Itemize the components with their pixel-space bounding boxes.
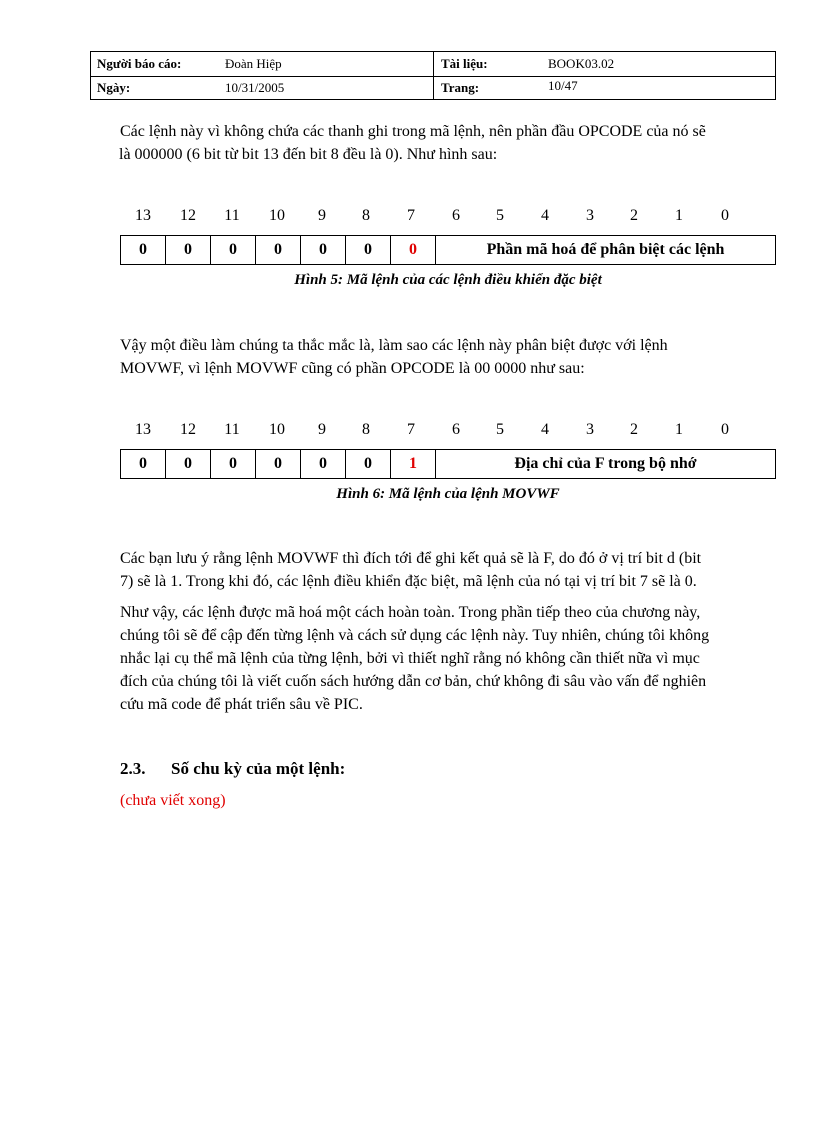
bit-number: 8	[362, 207, 370, 224]
figure-caption: Hình 6: Mã lệnh của lệnh MOVWF	[336, 486, 560, 502]
paragraph-conclusion	[120, 601, 780, 716]
bit-number: 11	[224, 421, 240, 438]
paragraph-question	[120, 334, 780, 380]
document-value: BOOK03.02	[548, 56, 615, 71]
paragraph-line: Vậy một điều làm chúng ta thắc mắc là, làm sao các lệnh này phân biệt được với lệnh	[120, 337, 668, 354]
paragraph-line: Các bạn lưu ý rằng lệnh MOVWF thì đích tới để ghi kết quả sẽ là F, do đó ở vị trí bit d (bit	[120, 550, 702, 567]
bit-number: 12	[180, 207, 196, 224]
paragraph-line: MOVWF, vì lệnh MOVWF cũng có phần OPCODE là 00 0000 như sau:	[120, 360, 585, 377]
bit-cell: 0	[346, 236, 391, 264]
bit-number: 2	[630, 421, 638, 438]
paragraph-line: 7) sẽ là 1. Trong khi đó, các lệnh điều khiển đặc biệt, mã lệnh của nó tại vị trí bit 7 sẽ là 0.	[120, 573, 697, 590]
bit-number: 9	[318, 207, 326, 224]
bit-cell: 0	[346, 450, 391, 478]
bit-cell: 0	[256, 236, 301, 264]
bit-cell-d: 0	[391, 236, 436, 264]
bit-number: 13	[135, 207, 151, 224]
bit-number: 5	[496, 207, 504, 224]
bit-number: 0	[721, 207, 729, 224]
bit-numbers-fig6	[120, 421, 780, 441]
section-number: 2.3.	[120, 759, 146, 778]
bit-numbers-fig5	[120, 207, 780, 227]
bit-number: 4	[541, 207, 549, 224]
bit-cell: 0	[301, 450, 346, 478]
unfinished-note: (chưa viết xong)	[120, 792, 226, 809]
document-header-table	[90, 51, 776, 100]
section-title: Số chu kỳ của một lệnh:	[171, 759, 346, 778]
page-label: Trang:	[441, 80, 480, 95]
opcode-box-fig5	[120, 235, 776, 265]
bit-number: 6	[452, 421, 460, 438]
paragraph-line: chúng tôi sẽ để cập đến từng lệnh và cách sử dụng các lệnh này. Tuy nhiên, chúng tôi không	[120, 627, 710, 644]
paragraph-line: nhắc lại cụ thể mã lệnh của từng lệnh, bởi vì thiết nghĩ rằng nó không cần thiết nữa vì mục	[120, 650, 700, 667]
bit-number: 0	[721, 421, 729, 438]
bit-cell-d: 1	[391, 450, 436, 478]
date-label: Ngày:	[97, 80, 131, 95]
bit-cell: 0	[211, 236, 256, 264]
bit-cell: 0	[256, 450, 301, 478]
bit-cell: 0	[121, 450, 166, 478]
reporter-label: Người báo cáo:	[97, 56, 182, 71]
document-label: Tài liệu:	[441, 56, 488, 71]
paragraph-line: đích của chúng tôi là viết cuốn sách hướng dẫn cơ bản, chứ không đi sâu vào vấn để nghiên	[120, 673, 707, 690]
bit-number: 12	[180, 421, 196, 438]
page-value: 10/47	[548, 78, 578, 93]
bit-number: 11	[224, 207, 240, 224]
bit-number: 10	[269, 421, 285, 438]
address-description: Địa chỉ của F trong bộ nhớ	[514, 455, 697, 472]
paragraph-note-bit-d	[120, 547, 780, 593]
bit-number: 3	[586, 421, 594, 438]
bit-number: 8	[362, 421, 370, 438]
paragraph-line: Các lệnh này vì không chứa các thanh ghi trong mã lệnh, nên phần đầu OPCODE của nó sẽ	[120, 123, 706, 140]
bit-number: 1	[675, 207, 683, 224]
bit-number: 5	[496, 421, 504, 438]
paragraph-line: cứu mã code để phát triển sâu về PIC.	[120, 696, 363, 713]
paragraph-line: là 000000 (6 bit từ bit 13 đến bit 8 đều là 0). Như hình sau:	[119, 146, 498, 163]
bit-number: 3	[586, 207, 594, 224]
bit-number: 9	[318, 421, 326, 438]
bit-number: 1	[675, 421, 683, 438]
bit-cell: 0	[301, 236, 346, 264]
bit-number: 4	[541, 421, 549, 438]
figure-caption: Hình 5: Mã lệnh của các lệnh điều khiển đặc biệt	[294, 272, 602, 288]
bit-cell: 0	[166, 450, 211, 478]
opcode-description: Phần mã hoá để phân biệt các lệnh	[486, 241, 725, 258]
bit-number: 10	[269, 207, 285, 224]
paragraph-intro	[120, 120, 780, 166]
section-heading	[120, 759, 345, 779]
bit-cell: 0	[166, 236, 211, 264]
opcode-box-fig6	[120, 449, 776, 479]
bit-cell: 0	[211, 450, 256, 478]
bit-number: 7	[407, 207, 415, 224]
bit-number: 6	[452, 207, 460, 224]
bit-cell: 0	[121, 236, 166, 264]
paragraph-line: Như vậy, các lệnh được mã hoá một cách hoàn toàn. Trong phần tiếp theo của chương này,	[120, 604, 701, 621]
reporter-value: Đoàn Hiệp	[225, 56, 282, 71]
date-value: 10/31/2005	[225, 80, 285, 95]
bit-number: 2	[630, 207, 638, 224]
bit-number: 7	[407, 421, 415, 438]
header-divider-horizontal	[91, 76, 775, 77]
bit-number: 13	[135, 421, 151, 438]
